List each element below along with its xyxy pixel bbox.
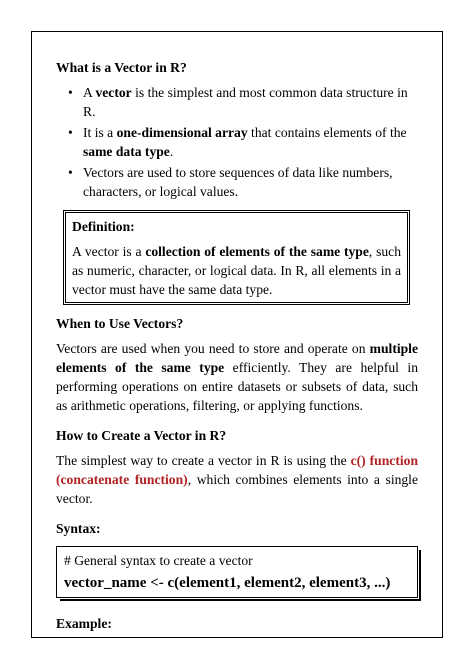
definition-box: [65, 212, 408, 303]
example-heading: Example:: [56, 616, 112, 631]
bullet-item: • A vector is the simplest and most common data structure in R.: [68, 85, 408, 119]
bullet-dot-icon: •: [68, 85, 73, 100]
how-to-create-paragraph: The simplest way to create a vector in R is using the c() function (concatenate function), which combines elements into a single vector.: [56, 453, 418, 506]
bullet-item: • It is a one-dimensional array that contains elements of the same data type.: [68, 125, 407, 159]
syntax-heading: Syntax:: [56, 521, 101, 536]
how-to-create-heading: How to Create a Vector in R?: [56, 428, 227, 443]
when-to-use-heading: When to Use Vectors?: [56, 316, 184, 331]
bullet-dot-icon: •: [68, 125, 73, 140]
syntax-comment: # General syntax to create a vector: [64, 553, 253, 568]
definition-text: A vector is a collection of elements of the same type, such as numeric, character, or logical data. In R, all elements in a vector must have the same data type.: [72, 244, 401, 297]
bullet-item: • Vectors are used to store sequences of data like numbers, characters, or logical values.: [68, 165, 393, 199]
c-function-highlight: c() function (concatenate function): [56, 453, 418, 487]
document-content: [56, 58, 418, 633]
syntax-code-box: [56, 546, 418, 598]
bullet-dot-icon: •: [68, 165, 73, 180]
when-to-use-paragraph: Vectors are used when you need to store and operate on multiple elements of the same type efficiently. They are helpful in performing operations on entire datasets or subsets of data, such as arithmetic operations, filtering, or applying functions.: [56, 341, 418, 413]
vector-bullet-list: [56, 83, 418, 201]
definition-title: Definition:: [72, 219, 135, 234]
syntax-code-line: vector_name <- c(element1, element2, element3, ...): [64, 575, 391, 591]
what-is-vector-heading: What is a Vector in R?: [56, 60, 187, 75]
